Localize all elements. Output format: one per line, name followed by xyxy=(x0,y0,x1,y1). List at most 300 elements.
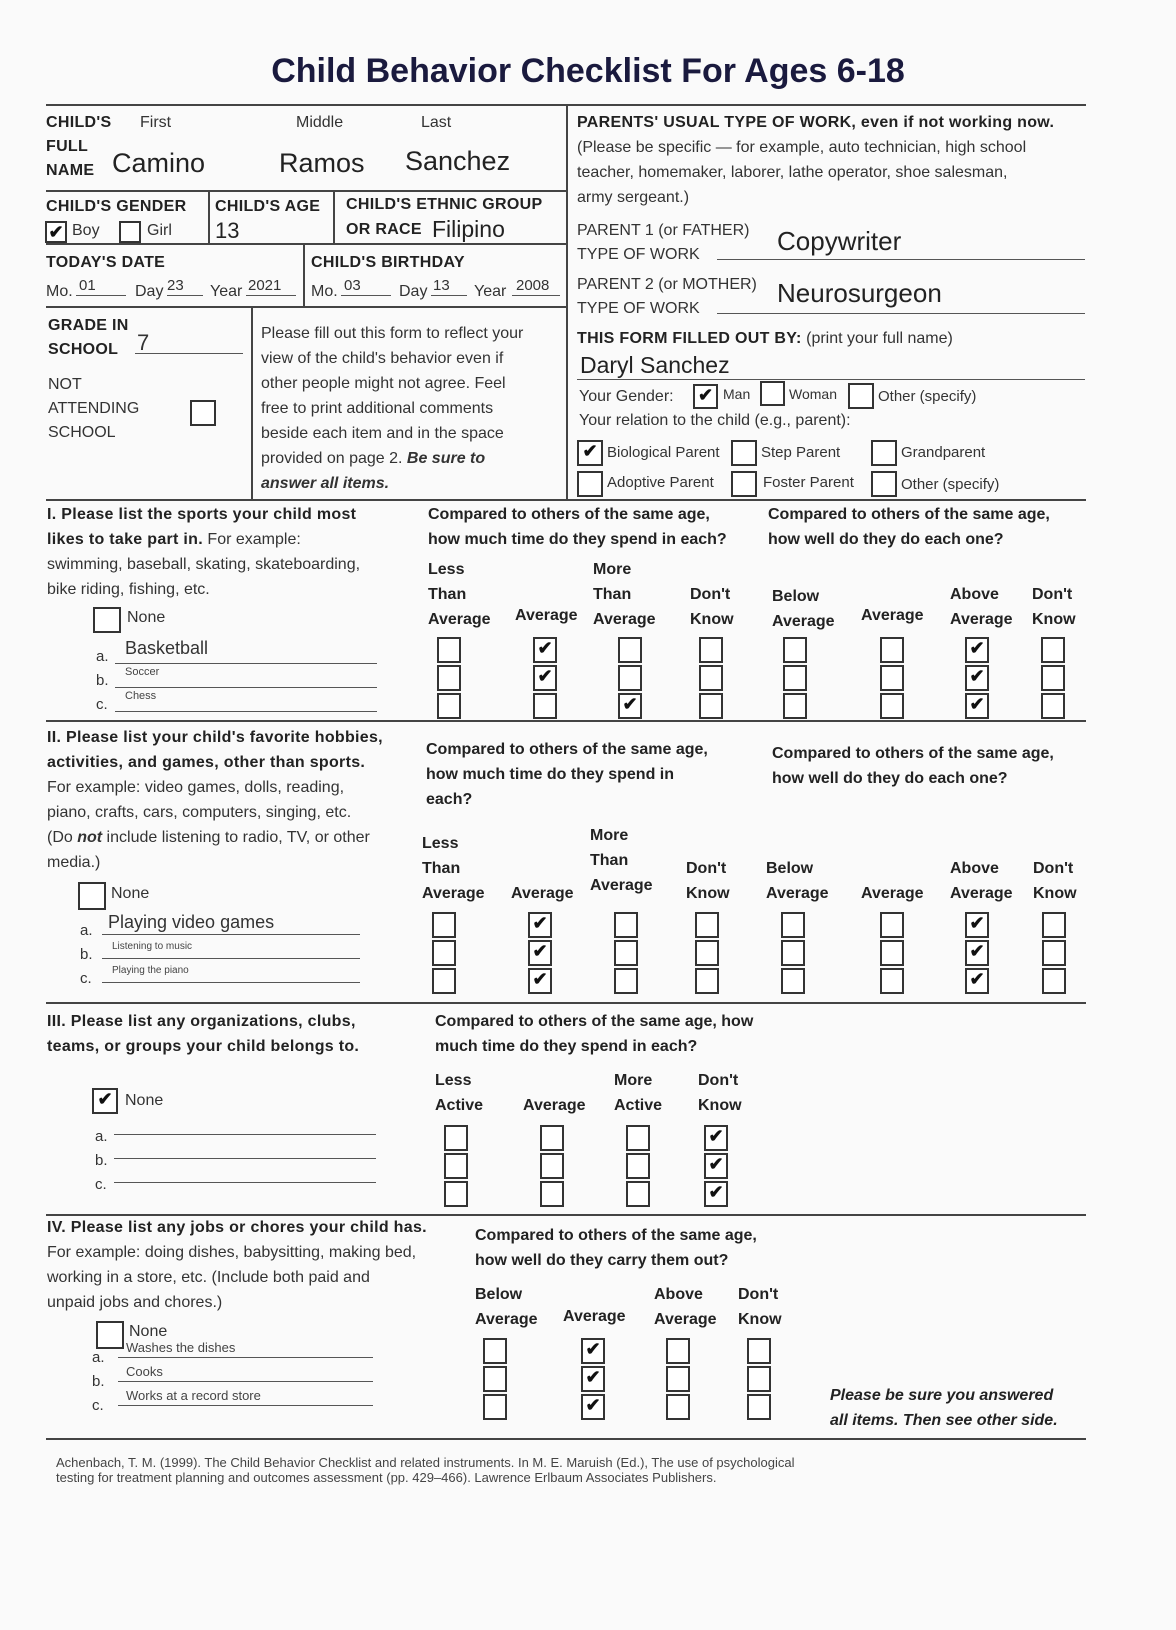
filled-by-heading xyxy=(577,330,953,348)
rating-checkbox[interactable] xyxy=(783,665,807,691)
section2-heading: II. Please list your child's favorite hobbies, xyxy=(47,729,383,746)
first-name-field[interactable]: Camino xyxy=(112,148,206,178)
column-header xyxy=(766,856,829,906)
section-rule xyxy=(46,720,1086,722)
child-name-label: FULL xyxy=(46,138,89,155)
rating-checkbox[interactable] xyxy=(626,1125,650,1151)
rating-checkbox[interactable]: ✔ xyxy=(965,912,989,938)
rating-checkbox[interactable] xyxy=(781,968,805,994)
instructions-emphasis: Be sure to xyxy=(406,450,486,467)
rating-checkbox[interactable] xyxy=(432,940,456,966)
bday-mo-field[interactable] xyxy=(341,277,391,296)
section3-time-question xyxy=(435,1009,753,1059)
divider xyxy=(333,190,335,243)
item-field[interactable] xyxy=(102,912,360,935)
age-field[interactable]: 13 xyxy=(215,218,240,243)
section2-note-emphasis: not xyxy=(77,829,103,846)
column-header-line: More xyxy=(614,1072,653,1089)
rating-checkbox[interactable] xyxy=(437,665,461,691)
column-header xyxy=(772,584,835,634)
divider xyxy=(208,190,210,243)
column-header xyxy=(563,1304,626,1329)
section2-note: include listening to radio, TV, or other xyxy=(102,829,370,846)
date-day-field[interactable] xyxy=(167,277,203,296)
gender-girl-label: Girl xyxy=(147,222,172,239)
column-header-line: Than xyxy=(590,852,629,869)
rating-checkbox[interactable] xyxy=(880,940,904,966)
item-letter: a. xyxy=(96,648,109,665)
bottom-rule xyxy=(46,1438,1086,1440)
rating-checkbox[interactable] xyxy=(437,693,461,719)
column-header-line: Below xyxy=(475,1286,523,1303)
rating-checkbox[interactable]: ✔ xyxy=(528,968,552,994)
column-header-line: Average xyxy=(515,607,578,624)
rating-checkbox[interactable] xyxy=(699,637,723,663)
section1-example: bike riding, fishing, etc. xyxy=(47,581,210,598)
last-name-field[interactable]: Sanchez xyxy=(405,146,511,176)
column-header xyxy=(861,881,924,906)
item-letter: b. xyxy=(95,1152,108,1169)
column-header-line: Don't xyxy=(698,1072,739,1089)
rating-checkbox[interactable] xyxy=(880,665,904,691)
item-letter: c. xyxy=(80,970,92,987)
grade-field[interactable] xyxy=(135,330,243,354)
filled-by-field[interactable] xyxy=(577,352,1085,380)
item-value: Playing the piano xyxy=(112,965,189,976)
column-header-line: Average xyxy=(523,1097,586,1114)
column-header xyxy=(475,1282,538,1332)
grade-label: GRADE IN xyxy=(48,317,129,334)
item-value xyxy=(114,1146,124,1158)
item-field[interactable] xyxy=(118,1363,373,1382)
rating-checkbox[interactable] xyxy=(483,1338,507,1364)
section4-example: working in a store, etc. (Include both paid and xyxy=(47,1269,370,1286)
column-header-line: Average xyxy=(950,885,1013,902)
grade-value: 7 xyxy=(137,330,150,355)
column-header-line: Above xyxy=(950,586,999,603)
bday-day-value: 13 xyxy=(433,277,450,294)
rating-checkbox[interactable] xyxy=(666,1338,690,1364)
section1-example: swimming, baseball, skating, skateboarding, xyxy=(47,556,361,573)
rating-checkbox[interactable] xyxy=(432,912,456,938)
column-header-line: Below xyxy=(766,860,814,877)
item-value xyxy=(114,1122,124,1134)
column-header xyxy=(523,1093,586,1118)
item-letter: a. xyxy=(92,1349,105,1366)
relation-other-label: Other (specify) xyxy=(901,476,1000,493)
rating-checkbox[interactable] xyxy=(781,940,805,966)
rating-checkbox[interactable]: ✔ xyxy=(528,940,552,966)
rating-checkbox[interactable] xyxy=(1042,968,1066,994)
filled-by-heading-bold: THIS FORM FILLED OUT BY: xyxy=(577,330,802,347)
birthday-label: CHILD'S BIRTHDAY xyxy=(311,254,465,271)
item-field[interactable] xyxy=(118,1387,373,1406)
column-header xyxy=(686,856,730,906)
section3-none-checkbox[interactable]: ✔ xyxy=(92,1088,118,1114)
item-letter: b. xyxy=(80,946,93,963)
column-header xyxy=(654,1282,717,1332)
item-field[interactable] xyxy=(118,1339,373,1358)
rating-checkbox[interactable]: ✔ xyxy=(533,637,557,663)
question-line: Compared to others of the same age, how xyxy=(435,1013,754,1030)
gender-girl-checkbox[interactable] xyxy=(119,221,141,243)
rating-checkbox[interactable] xyxy=(747,1394,771,1420)
instructions-line: view of the child's behavior even if xyxy=(261,350,504,367)
rating-checkbox[interactable] xyxy=(444,1125,468,1151)
section2-note: (Do xyxy=(47,829,78,846)
filled-by-heading-note: (print your full name) xyxy=(801,330,953,347)
rating-checkbox[interactable] xyxy=(437,637,461,663)
item-field[interactable] xyxy=(115,638,377,664)
date-day-label: Day xyxy=(135,283,164,300)
section4-skill-question xyxy=(475,1223,757,1273)
rating-checkbox[interactable] xyxy=(432,968,456,994)
column-header-line: Average xyxy=(654,1311,717,1328)
item-value: Soccer xyxy=(125,666,160,678)
your-gender-woman-label: Woman xyxy=(789,386,837,402)
rating-checkbox[interactable] xyxy=(540,1181,564,1207)
rating-checkbox[interactable] xyxy=(1041,693,1065,719)
your-gender-other-checkbox[interactable] xyxy=(848,383,874,409)
section1-prompt xyxy=(47,502,360,602)
filled-by-value: Daryl Sanchez xyxy=(580,352,730,378)
rating-checkbox[interactable]: ✔ xyxy=(533,665,557,691)
question-line: Compared to others of the same age, xyxy=(772,745,1054,762)
column-header-line: Average xyxy=(428,611,491,628)
item-field[interactable] xyxy=(114,1142,376,1159)
parents-work-heading: PARENTS' USUAL TYPE OF WORK, even if not working now. xyxy=(577,114,1055,131)
rating-checkbox[interactable]: ✔ xyxy=(965,940,989,966)
middle-name-label: Middle xyxy=(296,114,344,131)
section2-prompt xyxy=(47,725,383,875)
question-line: Compared to others of the same age, xyxy=(768,506,1050,523)
instructions-line: free to print additional comments xyxy=(261,400,494,417)
instructions-line: beside each item and in the space xyxy=(261,425,504,442)
rating-checkbox[interactable]: ✔ xyxy=(618,693,642,719)
rating-checkbox[interactable] xyxy=(666,1366,690,1392)
column-header xyxy=(950,856,1013,906)
rating-checkbox[interactable] xyxy=(880,968,904,994)
column-header-line: Don't xyxy=(686,860,727,877)
section4-none-label: None xyxy=(129,1323,168,1340)
section1-time-question xyxy=(428,502,727,552)
date-year-field[interactable] xyxy=(246,277,296,296)
rating-checkbox[interactable] xyxy=(699,693,723,719)
not-attending-checkbox[interactable] xyxy=(190,400,216,426)
bday-day-label: Day xyxy=(399,283,428,300)
column-header-line: Than xyxy=(428,586,467,603)
column-header-line: More xyxy=(593,561,632,578)
column-header-line: Above xyxy=(950,860,999,877)
rating-checkbox[interactable] xyxy=(618,637,642,663)
date-mo-label: Mo. xyxy=(46,283,73,300)
bday-day-field[interactable] xyxy=(431,277,467,296)
column-header xyxy=(593,557,656,632)
rating-checkbox[interactable] xyxy=(695,968,719,994)
gender-boy-checkbox[interactable]: ✔ xyxy=(45,221,67,243)
note-line: teacher, homemaker, laborer, lathe operator, shoe salesman, xyxy=(577,164,1008,181)
rating-checkbox[interactable] xyxy=(781,912,805,938)
relation-grandparent-checkbox[interactable] xyxy=(871,440,897,466)
section2-example: For example: video games, dolls, reading, xyxy=(47,779,345,796)
rating-checkbox[interactable] xyxy=(747,1338,771,1364)
question-line: Compared to others of the same age, xyxy=(428,506,710,523)
rating-checkbox[interactable]: ✔ xyxy=(704,1181,728,1207)
rating-checkbox[interactable] xyxy=(880,693,904,719)
column-header-line: Average xyxy=(861,607,924,624)
rating-checkbox[interactable]: ✔ xyxy=(965,637,989,663)
column-header xyxy=(950,582,1013,632)
item-field[interactable] xyxy=(114,1118,376,1135)
rating-checkbox[interactable] xyxy=(614,940,638,966)
relation-adoptive-parent-label: Adoptive Parent xyxy=(607,474,714,491)
bday-year-field[interactable] xyxy=(512,277,560,296)
rating-checkbox[interactable] xyxy=(540,1153,564,1179)
form-title: Child Behavior Checklist For Ages 6-18 xyxy=(271,52,905,90)
question-line: Compared to others of the same age, xyxy=(426,741,708,758)
rating-checkbox[interactable] xyxy=(747,1366,771,1392)
item-letter: a. xyxy=(80,922,93,939)
column-header xyxy=(422,831,485,906)
reminder-note xyxy=(830,1383,1058,1433)
column-header-line: Above xyxy=(654,1286,703,1303)
column-header-line: Don't xyxy=(1033,860,1074,877)
relation-biological-parent-checkbox[interactable]: ✔ xyxy=(577,440,603,466)
section2-time-question xyxy=(426,737,708,812)
column-header xyxy=(698,1068,742,1118)
instructions xyxy=(261,321,561,496)
section2-skill-question xyxy=(772,741,1054,791)
item-letter: c. xyxy=(95,1176,107,1193)
date-year-label: Year xyxy=(210,283,243,300)
column-header xyxy=(861,603,924,628)
bday-mo-label: Mo. xyxy=(311,283,338,300)
column-header-line: Average xyxy=(593,611,656,628)
rating-checkbox[interactable] xyxy=(699,665,723,691)
question-line: Compared to others of the same age, xyxy=(475,1227,757,1244)
item-field[interactable] xyxy=(115,686,377,712)
column-header xyxy=(511,881,574,906)
parent1-label: TYPE OF WORK xyxy=(577,246,700,263)
relation-foster-parent-checkbox[interactable] xyxy=(731,471,757,497)
bday-year-value: 2008 xyxy=(516,277,550,294)
relation-step-parent-checkbox[interactable] xyxy=(731,440,757,466)
your-gender-label: Your Gender: xyxy=(579,388,674,405)
column-header-line: Less xyxy=(428,561,465,578)
column-header-line: Know xyxy=(738,1311,782,1328)
column-header-line: More xyxy=(590,827,629,844)
rating-checkbox[interactable]: ✔ xyxy=(704,1125,728,1151)
question-line: how well do they do each one? xyxy=(772,770,1008,787)
column-header xyxy=(428,557,491,632)
last-name-label: Last xyxy=(421,114,452,131)
item-field[interactable] xyxy=(114,1166,376,1183)
section1-heading: I. Please list the sports your child most xyxy=(47,506,357,523)
column-header-line: Know xyxy=(1033,885,1077,902)
rating-checkbox[interactable] xyxy=(1042,940,1066,966)
rating-checkbox[interactable]: ✔ xyxy=(581,1338,605,1364)
section2-heading: activities, and games, other than sports. xyxy=(47,754,366,771)
item-value: Works at a record store xyxy=(126,1388,261,1403)
your-gender-man-label: Man xyxy=(723,386,751,402)
section4-heading: IV. Please list any jobs or chores your child has. xyxy=(47,1219,427,1236)
divider xyxy=(303,243,305,306)
column-header-line: Don't xyxy=(1032,586,1073,603)
instructions-emphasis: answer all items. xyxy=(261,475,390,492)
rating-checkbox[interactable]: ✔ xyxy=(965,693,989,719)
section1-none-label: None xyxy=(127,609,166,626)
question-line: how much time do they spend in xyxy=(426,766,675,783)
section1-none-checkbox[interactable] xyxy=(93,607,121,633)
rating-checkbox[interactable] xyxy=(533,693,557,719)
your-gender-other-label: Other (specify) xyxy=(878,388,977,405)
child-name-label: NAME xyxy=(46,162,95,179)
rating-checkbox[interactable] xyxy=(483,1366,507,1392)
item-field[interactable] xyxy=(102,936,360,959)
column-header-line: Than xyxy=(593,586,632,603)
rating-checkbox[interactable] xyxy=(666,1394,690,1420)
item-value: Playing video games xyxy=(108,912,275,932)
rating-checkbox[interactable] xyxy=(444,1153,468,1179)
section3-none-label: None xyxy=(125,1092,164,1109)
gender-boy-label: Boy xyxy=(72,222,100,239)
your-gender-woman-checkbox[interactable] xyxy=(760,381,785,406)
column-header-line: Know xyxy=(690,611,734,628)
item-value: Washes the dishes xyxy=(126,1340,236,1355)
rating-checkbox[interactable]: ✔ xyxy=(704,1153,728,1179)
column-header-line: Average xyxy=(511,885,574,902)
rating-checkbox[interactable] xyxy=(783,637,807,663)
item-field[interactable] xyxy=(102,960,360,983)
rating-checkbox[interactable] xyxy=(1042,912,1066,938)
section1-skill-question xyxy=(768,502,1050,552)
column-header-line: Active xyxy=(614,1097,663,1114)
rating-checkbox[interactable] xyxy=(695,912,719,938)
rating-checkbox[interactable] xyxy=(1041,665,1065,691)
column-header xyxy=(1032,582,1076,632)
column-header-line: Average xyxy=(861,885,924,902)
relation-adoptive-parent-checkbox[interactable] xyxy=(577,471,603,497)
column-header-line: Average xyxy=(422,885,485,902)
ethnic-label: CHILD'S ETHNIC GROUP xyxy=(346,196,543,213)
rating-checkbox[interactable] xyxy=(540,1125,564,1151)
age-label: CHILD'S AGE xyxy=(215,198,321,215)
rating-checkbox[interactable]: ✔ xyxy=(528,912,552,938)
column-header-line: Average xyxy=(563,1308,626,1325)
rating-checkbox[interactable] xyxy=(880,637,904,663)
item-letter: c. xyxy=(92,1397,104,1414)
item-value: Chess xyxy=(125,690,157,702)
rating-checkbox[interactable] xyxy=(880,912,904,938)
rating-checkbox[interactable] xyxy=(614,968,638,994)
item-value: Listening to music xyxy=(112,941,193,952)
rating-checkbox[interactable]: ✔ xyxy=(965,968,989,994)
not-attending-label: NOT xyxy=(48,376,82,393)
divider xyxy=(46,243,566,245)
rating-checkbox[interactable]: ✔ xyxy=(581,1394,605,1420)
column-header-line: Below xyxy=(772,588,820,605)
item-value xyxy=(114,1170,124,1182)
center-divider xyxy=(566,104,568,499)
gender-label: CHILD'S GENDER xyxy=(46,198,187,215)
rating-checkbox[interactable]: ✔ xyxy=(965,665,989,691)
relation-foster-parent-label: Foster Parent xyxy=(763,474,854,491)
relation-grandparent-label: Grandparent xyxy=(901,444,986,461)
column-header-line: Don't xyxy=(738,1286,779,1303)
rating-checkbox[interactable] xyxy=(626,1181,650,1207)
todays-date-label: TODAY'S DATE xyxy=(46,254,166,271)
column-header xyxy=(435,1068,483,1118)
rating-checkbox[interactable] xyxy=(483,1394,507,1420)
ethnic-field[interactable]: Filipino xyxy=(432,216,505,242)
section2-example: piano, crafts, cars, computers, singing, etc. xyxy=(47,804,352,821)
instructions-line: Please fill out this form to reflect your xyxy=(261,325,524,342)
rating-checkbox[interactable] xyxy=(1041,637,1065,663)
citation-line: Achenbach, T. M. (1999). The Child Behavior Checklist and related instruments. In M. E. Maruish (Ed.), The use of psychological xyxy=(56,1455,795,1470)
rating-checkbox[interactable] xyxy=(444,1181,468,1207)
rating-checkbox[interactable] xyxy=(783,693,807,719)
rating-checkbox[interactable] xyxy=(626,1153,650,1179)
middle-name-field[interactable]: Ramos xyxy=(279,148,365,178)
relation-step-parent-label: Step Parent xyxy=(761,444,841,461)
column-header xyxy=(590,823,653,898)
column-header xyxy=(515,603,578,628)
column-header xyxy=(614,1068,662,1118)
rating-checkbox[interactable] xyxy=(618,665,642,691)
reminder-line: Please be sure you answered xyxy=(830,1387,1054,1404)
instructions-line: other people might not agree. Feel xyxy=(261,375,506,392)
relation-other-checkbox[interactable] xyxy=(871,471,897,497)
section1-heading: likes to take part in. xyxy=(47,531,203,548)
relation-label: Your relation to the child (e.g., parent): xyxy=(579,412,851,429)
item-letter: b. xyxy=(96,672,109,689)
first-name-label: First xyxy=(140,114,172,131)
column-header-line: Know xyxy=(698,1097,742,1114)
column-header xyxy=(738,1282,782,1332)
bday-year-label: Year xyxy=(474,283,507,300)
item-field[interactable] xyxy=(115,662,377,688)
question-line: much time do they spend in each? xyxy=(435,1038,698,1055)
note-line: army sergeant.) xyxy=(577,189,690,206)
rating-checkbox[interactable]: ✔ xyxy=(581,1366,605,1392)
note-line: (Please be specific — for example, auto technician, high school xyxy=(577,139,1027,156)
relation-biological-parent-label: Biological Parent xyxy=(607,444,720,461)
column-header-line: Active xyxy=(435,1097,484,1114)
bday-mo-value: 03 xyxy=(344,277,361,294)
question-line: how well do they do each one? xyxy=(768,531,1004,548)
section-rule xyxy=(46,1002,1086,1004)
instructions-line xyxy=(261,446,561,471)
parent2-work-value: Neurosurgeon xyxy=(777,278,942,308)
divider xyxy=(251,306,253,499)
rating-checkbox[interactable] xyxy=(614,912,638,938)
parent2-label: TYPE OF WORK xyxy=(577,300,700,317)
section4-example: For example: doing dishes, babysitting, making bed, xyxy=(47,1244,417,1261)
date-mo-field[interactable] xyxy=(76,277,126,296)
rating-checkbox[interactable] xyxy=(695,940,719,966)
grade-label: SCHOOL xyxy=(48,341,119,358)
your-gender-man-checkbox[interactable]: ✔ xyxy=(693,384,718,409)
item-value: Cooks xyxy=(126,1364,163,1379)
section3-heading: teams, or groups your child belongs to. xyxy=(47,1038,360,1055)
parent1-label: PARENT 1 (or FATHER) xyxy=(577,222,750,239)
divider xyxy=(46,190,566,192)
section2-none-checkbox[interactable] xyxy=(78,882,106,910)
column-header-line: Less xyxy=(422,835,459,852)
column-header xyxy=(690,582,734,632)
column-header-line: Average xyxy=(950,611,1013,628)
column-header-line: Don't xyxy=(690,586,731,603)
